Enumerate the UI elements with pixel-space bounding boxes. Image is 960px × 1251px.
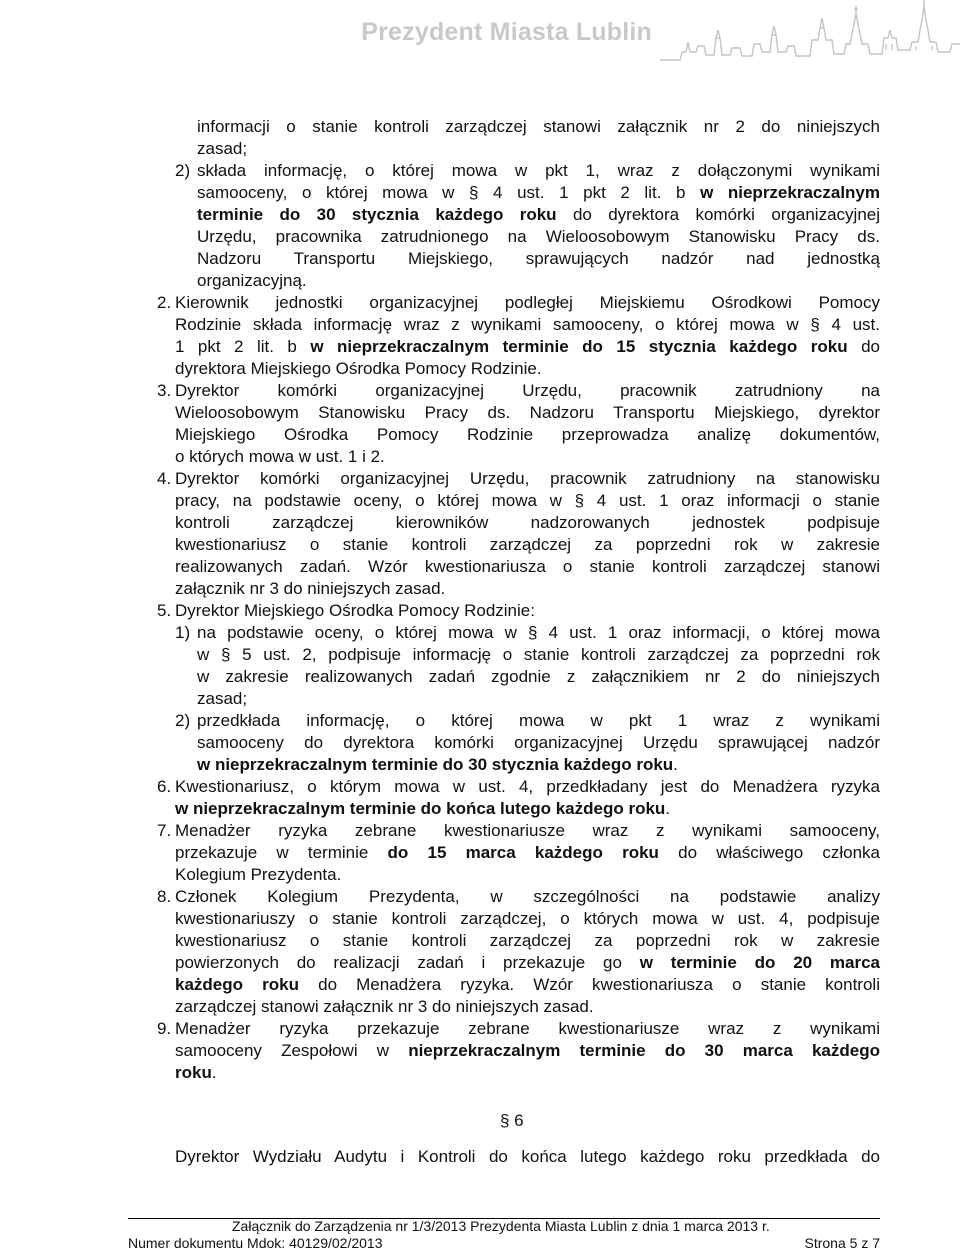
text-line: realizowanych zadań. Wzór kwestionariusza o stanie kontroli zarządczej stanowi	[175, 557, 880, 576]
text-line: Dyrektor komórki organizacyjnej Urzędu, pracownik zatrudniony na stanowisku	[175, 469, 880, 488]
subitem-number: 2)	[175, 161, 191, 180]
text-line: samooceny Zespołowi w nieprzekraczalnym terminie do 30 marca każdego	[175, 1041, 880, 1060]
text-line: w nieprzekraczalnym terminie do końca lutego każdego roku.	[175, 799, 671, 818]
text-line: Rodzinie składa informację wraz z wynikami samooceny, o której mowa w § 4 ust.	[175, 315, 880, 334]
section-heading: § 6	[500, 1111, 524, 1130]
text-line: zasad;	[197, 139, 248, 158]
text-line: załącznik nr 3 do niniejszych zasad.	[175, 579, 446, 598]
text-line: składa informację, o której mowa w pkt 1, wraz z dołączonymi wynikami	[197, 161, 880, 180]
text-line: Dyrektor Miejskiego Ośrodka Pomocy Rodzinie:	[175, 601, 535, 620]
text-line: pracy, na podstawie oceny, o której mowa w § 4 ust. 1 oraz informacji o stanie	[175, 491, 880, 510]
text-line: zasad;	[197, 689, 248, 708]
text-line: kontroli zarządczej kierowników nadzorowanych jednostek podpisuje	[175, 513, 880, 532]
text-line: kwestionariuszy o stanie kontroli zarządczej, o których mowa w ust. 4, podpisuje	[175, 909, 880, 928]
text-line: Wieloosobowym Stanowisku Pracy ds. Nadzoru Transportu Miejskiego, dyrektor	[175, 403, 880, 422]
text-line: powierzonych do realizacji zadań i przekazuje go w terminie do 20 marca	[175, 953, 880, 972]
text-line: Menadżer ryzyka przekazuje zebrane kwestionariusze wraz z wynikami	[175, 1019, 880, 1038]
text-line: informacji o stanie kontroli zarządczej stanowi załącznik nr 2 do niniejszych	[197, 117, 880, 136]
text-line: roku.	[175, 1063, 217, 1082]
text-line: Członek Kolegium Prezydenta, w szczególności na podstawie analizy	[175, 887, 880, 906]
text-line: kwestionariusz o stanie kontroli zarządczej za poprzedni rok w zakresie	[175, 931, 880, 950]
item-number: 6.	[157, 777, 172, 796]
text-line: w zakresie realizowanych zadań zgodnie z załącznikiem nr 2 do niniejszych	[197, 667, 880, 686]
text-line: samooceny, o której mowa w § 4 ust. 1 pkt 2 lit. b w nieprzekraczalnym	[197, 183, 881, 202]
text-line: na podstawie oceny, o której mowa w § 4 ust. 1 oraz informacji, o której mowa	[197, 623, 880, 642]
text-line: o których mowa w ust. 1 i 2.	[175, 447, 385, 466]
text-line: Miejskiego Ośrodka Pomocy Rodzinie przeprowadza analizę dokumentów,	[175, 425, 880, 444]
text-line: organizacyjną.	[197, 271, 307, 290]
text-line: Dyrektor komórki organizacyjnej Urzędu, pracownik zatrudniony na	[175, 381, 880, 400]
item-number: 3.	[157, 381, 172, 400]
item-number: 2.	[157, 293, 172, 312]
text-line: przekazuje w terminie do 15 marca każdego roku do właściwego członka	[175, 843, 880, 862]
footer-document-number: Numer dokumentu Mdok: 40129/02/2013	[128, 1235, 383, 1251]
subitem-number: 1)	[175, 623, 191, 642]
item-number: 8.	[157, 887, 172, 906]
text-line: Kolegium Prezydenta.	[175, 865, 342, 884]
footer-page-number: Strona 5 z 7	[804, 1235, 880, 1251]
text-line: dyrektora Miejskiego Ośrodka Pomocy Rodzinie.	[175, 359, 542, 378]
text-line: każdego roku do Menadżera ryzyka. Wzór kwestionariusza o stanie kontroli	[175, 975, 880, 994]
page-header	[0, 0, 960, 70]
page-footer	[0, 1200, 960, 1249]
text-line: kwestionariusz o stanie kontroli zarządczej za poprzedni rok w zakresie	[175, 535, 880, 554]
text-line: samooceny do dyrektora komórki organizacyjnej Urzędu sprawującej nadzór	[197, 733, 880, 752]
footer-attachment-note: Załącznik do Zarządzenia nr 1/3/2013 Prezydenta Miasta Lublin z dnia 1 marca 2013 r.	[232, 1218, 770, 1234]
text-line: przedkłada informację, o której mowa w pkt 1 wraz z wynikami	[197, 711, 880, 730]
text-line: w nieprzekraczalnym terminie do 30 stycznia każdego roku.	[197, 755, 678, 774]
city-skyline-logo	[660, 0, 960, 70]
text-line: w § 5 ust. 2, podpisuje informację o stanie kontroli zarządczej za poprzedni rok	[197, 645, 880, 664]
text-line: Dyrektor Wydziału Audytu i Kontroli do końca lutego każdego roku przedkłada do	[175, 1147, 880, 1166]
text-line: zarządczej stanowi załącznik nr 3 do niniejszych zasad.	[175, 997, 594, 1016]
item-number: 7.	[157, 821, 172, 840]
text-line: Menadżer ryzyka zebrane kwestionariusze wraz z wynikami samooceny,	[175, 821, 880, 840]
text-line: Urzędu, pracownika zatrudnionego na Wieloosobowym Stanowisku Pracy ds.	[197, 227, 880, 246]
item-number: 5.	[157, 601, 172, 620]
item-number: 4.	[157, 469, 172, 488]
text-line: Nadzoru Transportu Miejskiego, sprawujących nadzór nad jednostką	[197, 249, 880, 268]
subitem-number: 2)	[175, 711, 191, 730]
item-number: 9.	[157, 1019, 172, 1038]
header-title: Prezydent Miasta Lublin	[361, 18, 652, 46]
text-line: 1 pkt 2 lit. b w nieprzekraczalnym terminie do 15 stycznia każdego roku do	[175, 337, 881, 356]
text-line: terminie do 30 stycznia każdego roku do dyrektora komórki organizacyjnej	[197, 205, 880, 224]
text-line: Kierownik jednostki organizacyjnej podległej Miejskiemu Ośrodkowi Pomocy	[175, 293, 880, 312]
text-line: Kwestionariusz, o którym mowa w ust. 4, przedkładany jest do Menadżera ryzyka	[175, 777, 880, 796]
